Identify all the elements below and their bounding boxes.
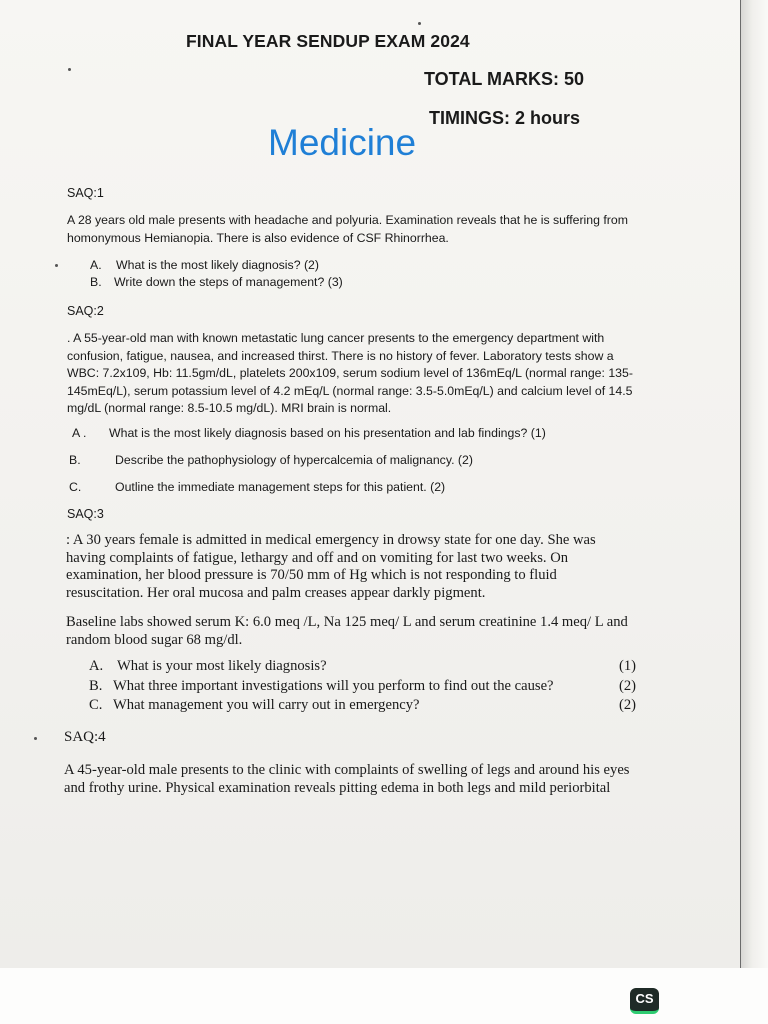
saq2-item-c [69, 480, 446, 494]
scan-speck [34, 737, 37, 740]
saq1-item-b [90, 275, 343, 289]
camscanner-logo: CS [630, 988, 659, 1014]
total-marks: TOTAL MARKS: 50 [424, 69, 585, 89]
saq4-stem-line: and frothy urine. Physical examination reveals pitting edema in both legs and mild periorbital [64, 779, 611, 796]
saq2-stem-line: confusion, fatigue, nausea, and increased thirst. There is no history of fever. Laboratory tests show a [67, 348, 614, 363]
saq3-labs-line: random blood sugar 68 mg/dl. [66, 631, 243, 648]
saq2-stem-line: . A 55-year-old man with known metastatic lung cancer presents to the emergency department with [67, 331, 605, 345]
saq3-stem-line: examination, her blood pressure is 70/50 mm of Hg which is not responding to fluid [66, 567, 557, 584]
saq4-stem [64, 762, 630, 797]
item-text: Write down the steps of management? (3) [114, 275, 343, 289]
item-marks: (2) [619, 678, 637, 694]
saq4-heading: SAQ:4 [64, 729, 106, 745]
item-letter: C. [89, 697, 103, 713]
saq3-labs [66, 614, 628, 649]
saq2-item-a [72, 426, 546, 440]
item-text: What three important investigations will you perform to find out the cause? [113, 678, 554, 694]
item-marks: (2) [619, 697, 637, 713]
saq3-stem-line: : A 30 years female is admitted in medical emergency in drowsy state for one day. She was [66, 532, 596, 548]
item-letter: A . [72, 426, 87, 440]
item-text: What is the most likely diagnosis? (2) [116, 258, 319, 272]
item-letter: A. [89, 658, 104, 674]
saq2-stem-line: WBC: 7.2x109, Hb: 11.5gm/dL, platelets 200x109, serum sodium level of 136mEq/L (normal range: 135- [67, 366, 633, 380]
saq2-stem-line: 145mEq/L), serum potassium level of 4.2 mEq/L (normal range: 3.5-5.0mEq/L) and calcium level of 14.5 [67, 383, 633, 398]
saq2-heading: SAQ:2 [67, 304, 104, 318]
saq4-stem-line: A 45-year-old male presents to the clinic with complaints of swelling of legs and around his eyes [64, 762, 630, 778]
item-letter: B. [89, 678, 103, 694]
item-letter: B. [90, 275, 102, 289]
saq2-stem-line: mg/dL (normal range: 8.5-10.5 mg/dL). MRI brain is normal. [67, 401, 392, 415]
saq3-stem-line: resuscitation. Her oral mucosa and palm creases appear darkly pigment. [66, 584, 486, 601]
saq3-item-c [89, 697, 649, 714]
saq1-stem [67, 212, 628, 247]
exam-timings: TIMINGS: 2 hours [429, 108, 581, 128]
item-text: What is the most likely diagnosis based on his presentation and lab findings? (1) [109, 426, 546, 440]
exam-title: FINAL YEAR SENDUP EXAM 2024 [186, 31, 470, 51]
item-letter: C. [69, 480, 82, 494]
saq3-labs-line: Baseline labs showed serum K: 6.0 meq /L, Na 125 meq/ L and serum creatinine 1.4 meq/ L and [66, 614, 628, 630]
scan-speck [68, 68, 71, 71]
item-text: Describe the pathophysiology of hypercalcemia of malignancy. (2) [115, 453, 473, 467]
item-text: What is your most likely diagnosis? [117, 658, 327, 674]
page-edge-shadow [740, 0, 768, 968]
item-text: Outline the immediate management steps for this patient. (2) [115, 480, 446, 494]
item-text: What management you will carry out in emergency? [113, 697, 420, 713]
saq2-item-b [69, 453, 473, 467]
item-marks: (1) [619, 658, 637, 674]
saq1-stem-line: homonymous Hemianopia. There is also evidence of CSF Rhinorrhea. [67, 230, 449, 245]
saq3-item-a [89, 658, 649, 675]
scan-speck [55, 264, 58, 267]
scan-speck [418, 22, 421, 25]
item-letter: A. [90, 258, 102, 272]
subject-title: Medicine [268, 122, 417, 163]
saq3-item-b [89, 678, 649, 695]
saq3-stem-line: having complaints of fatigue, lethargy and off and on vomiting for last two weeks. On [66, 549, 569, 566]
saq1-heading: SAQ:1 [67, 186, 104, 200]
item-letter: B. [69, 453, 81, 467]
saq3-heading: SAQ:3 [67, 507, 104, 521]
saq1-stem-line: A 28 years old male presents with headache and polyuria. Examination reveals that he is suffering from [67, 213, 628, 227]
saq1-item-a [90, 258, 319, 272]
saq3-stem [66, 532, 596, 602]
saq2-stem [67, 330, 633, 418]
